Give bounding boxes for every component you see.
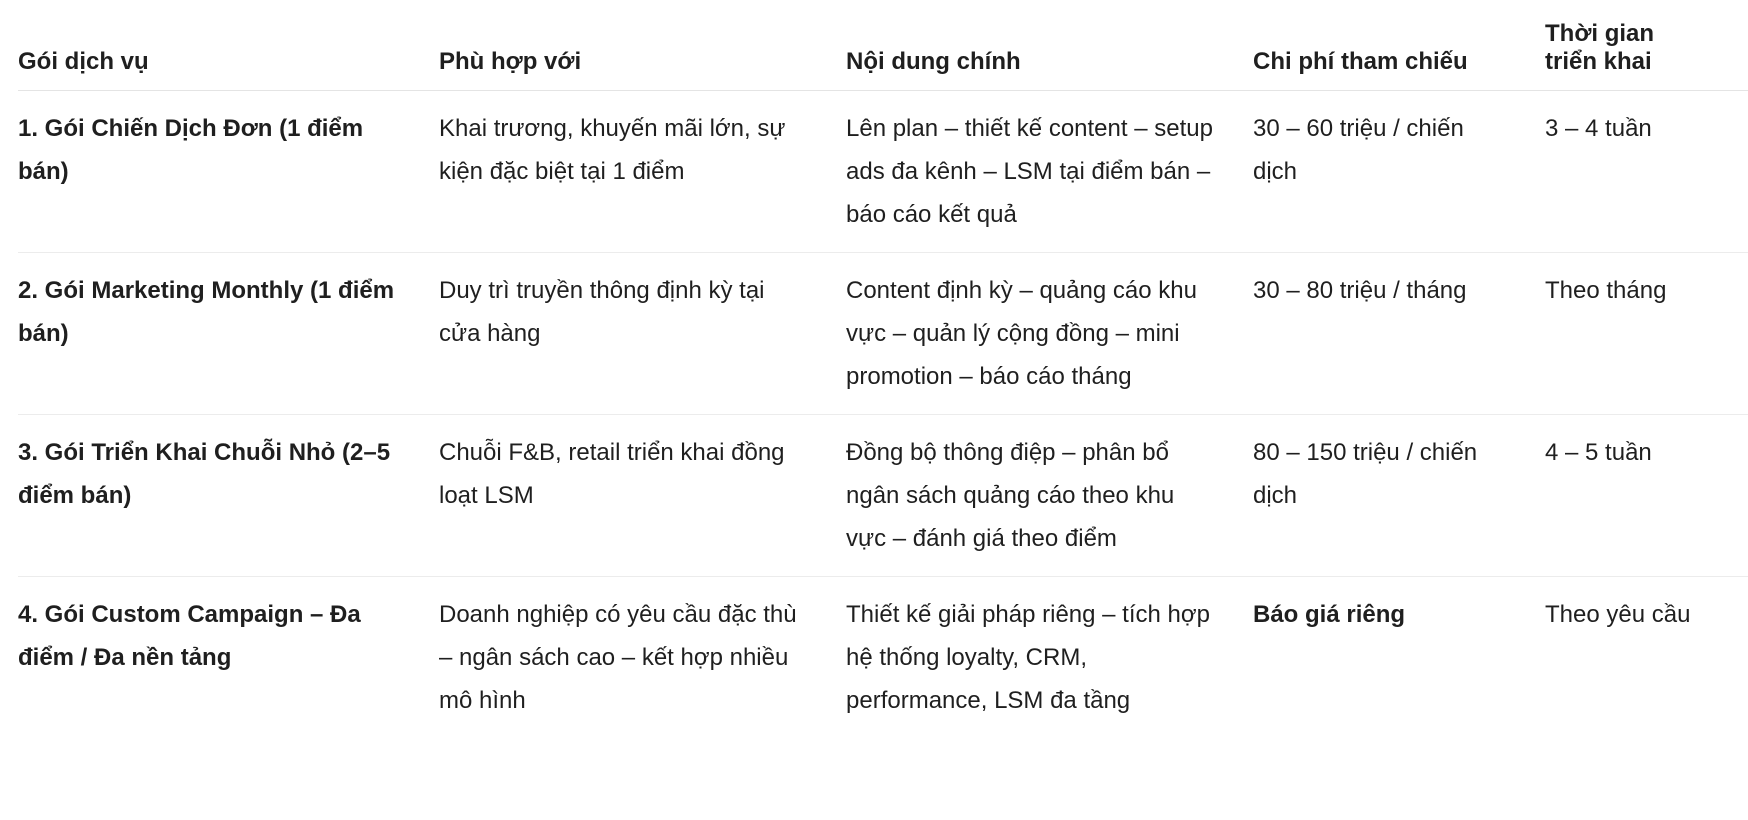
package-name: 3. Gói Triển Khai Chuỗi Nhỏ (2–5 điểm bán) [18, 415, 439, 577]
header-main-content: Nội dung chính [846, 0, 1253, 91]
table-row [18, 253, 1748, 415]
suitable-for-cell: Doanh nghiệp có yêu cầu đặc thù – ngân sách cao – kết hợp nhiều mô hình [439, 601, 797, 714]
table-row [18, 577, 1748, 739]
cost-cell: Báo giá riêng [1253, 601, 1406, 628]
header-reference-cost: Chi phí tham chiếu [1253, 0, 1545, 91]
content-cell: Thiết kế giải pháp riêng – tích hợp hệ thống loyalty, CRM, performance, LSM đa tầng [846, 601, 1210, 714]
table-header [18, 0, 1748, 91]
timeline-cell: Theo yêu cầu [1545, 601, 1691, 628]
table-row [18, 415, 1748, 577]
content-cell: Đồng bộ thông điệp – phân bổ ngân sách quảng cáo theo khu vực – đánh giá theo điểm [846, 415, 1253, 577]
content-cell: Lên plan – thiết kế content – setup ads đa kênh – LSM tại điểm bán – báo cáo kết quả [846, 91, 1253, 253]
package-name: 4. Gói Custom Campaign – Đa điểm / Đa nền tảng [18, 601, 361, 671]
package-name: 1. Gói Chiến Dịch Đơn (1 điểm bán) [18, 91, 439, 253]
content-cell: Content định kỳ – quảng cáo khu vực – quản lý cộng đồng – mini promotion – báo cáo tháng [846, 253, 1253, 415]
header-package: Gói dịch vụ [18, 0, 439, 91]
suitable-for-cell: Duy trì truyền thông định kỳ tại cửa hàng [439, 253, 846, 415]
suitable-for-cell: Khai trương, khuyến mãi lớn, sự kiện đặc biệt tại 1 điểm [439, 91, 846, 253]
header-row [18, 0, 1748, 91]
cost-cell: 30 – 80 triệu / tháng [1253, 253, 1545, 415]
package-name: 2. Gói Marketing Monthly (1 điểm bán) [18, 253, 439, 415]
suitable-for-cell: Chuỗi F&B, retail triển khai đồng loạt LSM [439, 415, 846, 577]
timeline-cell: 4 – 5 tuần [1545, 415, 1748, 577]
timeline-cell: Theo tháng [1545, 253, 1748, 415]
header-timeline: Thời gian triển khai [1545, 0, 1748, 91]
service-packages-table-wrapper [18, 0, 1748, 738]
table-body [18, 91, 1748, 739]
cost-cell: 30 – 60 triệu / chiến dịch [1253, 91, 1545, 253]
header-suitable-for: Phù hợp với [439, 0, 846, 91]
timeline-cell: 3 – 4 tuần [1545, 91, 1748, 253]
cost-cell: 80 – 150 triệu / chiến dịch [1253, 415, 1545, 577]
table-row [18, 91, 1748, 253]
service-packages-table [18, 0, 1748, 738]
